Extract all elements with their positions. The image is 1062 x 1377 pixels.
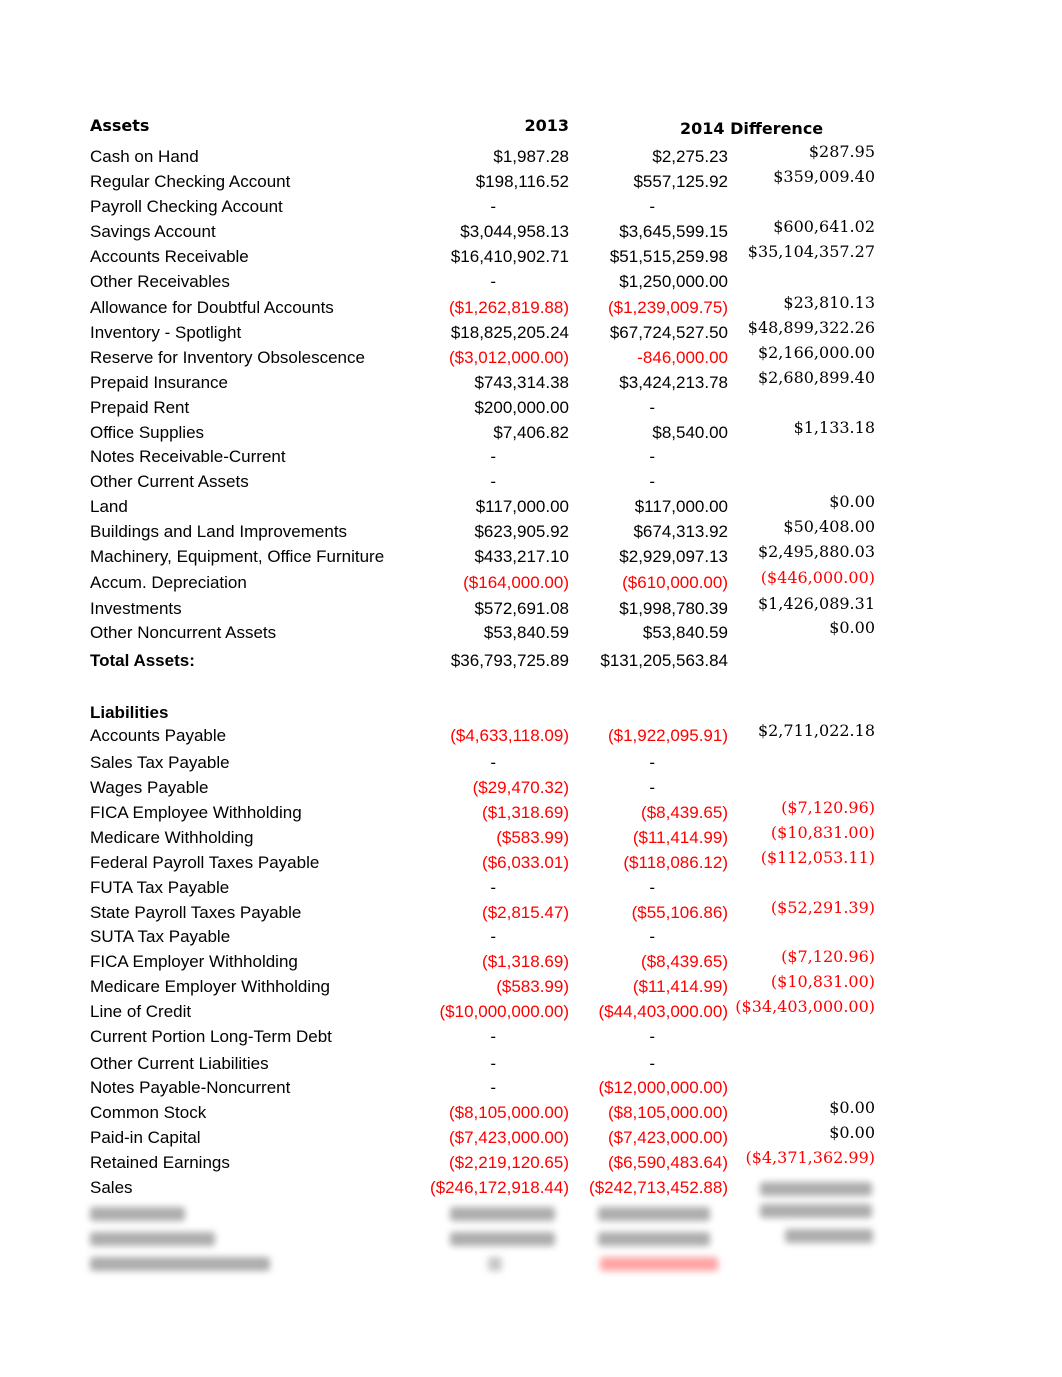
blurred-label	[90, 1257, 270, 1271]
value-2013: -	[490, 1078, 496, 1097]
table-row	[0, 447, 1062, 472]
row-label: Reserve for Inventory Obsolescence	[90, 348, 365, 367]
row-label: SUTA Tax Payable	[90, 927, 231, 946]
value-2014: ($8,105,000.00)	[607, 1103, 728, 1122]
year-2014-difference-header: 2014 Difference	[680, 119, 824, 138]
row-label: Notes Payable-Noncurrent	[90, 1078, 291, 1097]
value-difference: ($52,291.39)	[770, 898, 875, 917]
value-2014: ($44,403,000.00)	[598, 1002, 728, 1021]
value-2013: ($583.99)	[496, 977, 569, 996]
table-row	[0, 898, 1062, 928]
value-2014: $3,645,599.15	[619, 222, 728, 241]
value-difference: $287.95	[808, 142, 875, 161]
assets-header: Assets	[90, 116, 150, 135]
value-2014: $67,724,527.50	[609, 323, 728, 342]
value-difference: $1,426,089.31	[757, 594, 875, 613]
value-2014: ($610,000.00)	[622, 573, 728, 592]
table-row	[0, 1178, 1062, 1203]
value-difference: $48,899,322.26	[747, 318, 875, 337]
table-row	[0, 798, 1062, 828]
value-2013: ($1,318.69)	[482, 952, 569, 971]
table-row	[0, 997, 1062, 1027]
row-label: Medicare Withholding	[90, 828, 254, 847]
table-row	[0, 293, 1062, 323]
row-label: Buildings and Land Improvements	[90, 522, 348, 541]
row-label: Other Current Liabilities	[90, 1054, 269, 1073]
value-2013: -	[490, 878, 496, 897]
value-2014: $2,275.23	[652, 147, 728, 166]
table-row	[0, 848, 1062, 878]
value-2014: ($7,423,000.00)	[607, 1128, 728, 1147]
row-label: Land	[90, 497, 128, 516]
row-label: FUTA Tax Payable	[90, 878, 230, 897]
value-2013: ($6,033.01)	[482, 853, 569, 872]
table-row	[0, 721, 1062, 751]
row-label: Other Noncurrent Assets	[90, 623, 277, 642]
table-row	[0, 1078, 1062, 1103]
value-2013: -	[490, 447, 496, 466]
table-row	[0, 472, 1062, 497]
value-difference: $2,711,022.18	[757, 721, 875, 740]
value-2013: ($2,219,120.65)	[448, 1153, 569, 1172]
row-label: Wages Payable	[90, 778, 209, 797]
value-2013: $433,217.10	[474, 547, 569, 566]
value-difference: ($7,120.96)	[781, 947, 875, 966]
value-2013: $7,406.82	[493, 423, 569, 442]
table-row	[0, 823, 1062, 853]
value-2013: ($29,470.32)	[472, 778, 569, 797]
table-row	[0, 1148, 1062, 1178]
value-2014: $53,840.59	[642, 623, 728, 642]
table-row	[0, 197, 1062, 222]
value-difference: $359,009.40	[773, 167, 875, 186]
table-row	[0, 778, 1062, 803]
value-2014: ($1,239,009.75)	[607, 298, 728, 317]
value-difference: ($34,403,000.00)	[735, 997, 875, 1016]
row-label: Notes Receivable-Current	[90, 447, 286, 466]
table-row	[0, 167, 1062, 197]
value-2014: ($1,922,095.91)	[607, 726, 728, 745]
value-2014: -	[649, 472, 655, 491]
total-assets-label: Total Assets:	[90, 651, 195, 670]
blurred-value	[600, 1257, 718, 1271]
row-label: Machinery, Equipment, Office Furniture	[90, 547, 385, 566]
blurred-label	[90, 1207, 185, 1221]
row-label: Accum. Depreciation	[90, 573, 247, 592]
value-2013: $18,825,205.24	[450, 323, 569, 342]
value-difference: $1,133.18	[793, 418, 875, 437]
row-label: Inventory - Spotlight	[90, 323, 242, 342]
value-2013: ($2,815.47)	[482, 903, 569, 922]
table-row	[0, 242, 1062, 272]
value-2013: ($3,012,000.00)	[448, 348, 569, 367]
table-row	[0, 972, 1062, 1002]
table-row	[0, 1123, 1062, 1153]
table-row	[0, 1054, 1062, 1079]
value-difference: ($10,831.00)	[770, 823, 875, 842]
value-2013: ($1,262,819.88)	[448, 298, 569, 317]
blurred-value	[598, 1232, 710, 1246]
value-2013: $743,314.38	[474, 373, 569, 392]
value-2013: ($4,633,118.09)	[450, 726, 569, 745]
value-2014: -	[649, 753, 655, 772]
row-label: Retained Earnings	[90, 1153, 230, 1172]
row-label: Prepaid Insurance	[90, 373, 228, 392]
value-2014: $3,424,213.78	[619, 373, 728, 392]
table-row	[0, 1027, 1062, 1052]
value-difference: $0.00	[829, 1123, 875, 1142]
value-2013: -	[490, 753, 496, 772]
table-row	[0, 418, 1062, 448]
value-2014: -	[649, 398, 655, 417]
row-label: Common Stock	[90, 1103, 207, 1122]
value-2014: $117,000.00	[634, 497, 728, 516]
table-row	[0, 272, 1062, 297]
row-label: Office Supplies	[90, 423, 205, 442]
value-2013: -	[490, 472, 496, 491]
row-label: Payroll Checking Account	[90, 197, 283, 216]
table-row	[0, 368, 1062, 398]
row-label: Accounts Receivable	[90, 247, 249, 266]
blurred-label	[90, 1232, 215, 1246]
value-difference: $0.00	[829, 618, 875, 637]
table-row	[0, 542, 1062, 572]
row-label: Accounts Payable	[90, 726, 227, 745]
value-difference: ($7,120.96)	[781, 798, 875, 817]
row-label: Prepaid Rent	[90, 398, 190, 417]
value-2014: $8,540.00	[652, 423, 728, 442]
value-2014: -	[649, 927, 655, 946]
value-2013: -	[490, 927, 496, 946]
value-2014: -846,000.00	[637, 348, 728, 367]
value-2013: ($583.99)	[496, 828, 569, 847]
value-2014: -	[649, 447, 655, 466]
value-2013: $200,000.00	[474, 398, 569, 417]
row-label: Line of Credit	[90, 1002, 192, 1021]
liabilities-heading-row	[0, 703, 1062, 728]
value-2014: $1,998,780.39	[619, 599, 728, 618]
table-row	[0, 1098, 1062, 1128]
table-row	[0, 398, 1062, 423]
value-2013: -	[490, 197, 496, 216]
row-label: Current Portion Long-Term Debt	[90, 1027, 332, 1046]
table-row	[0, 142, 1062, 172]
table-row	[0, 947, 1062, 977]
value-2014: $674,313.92	[633, 522, 728, 541]
blurred-value	[488, 1257, 502, 1271]
value-difference: $0.00	[829, 492, 875, 511]
value-difference: ($446,000.00)	[760, 568, 875, 587]
year-2013-header: 2013	[524, 116, 569, 135]
blurred-value	[785, 1229, 873, 1243]
row-label: Cash on Hand	[90, 147, 199, 166]
row-label: Regular Checking Account	[90, 172, 291, 191]
blurred-value	[598, 1207, 710, 1221]
value-2013: -	[490, 272, 496, 291]
value-2013: $198,116.52	[475, 172, 569, 191]
value-difference: $35,104,357.27	[747, 242, 875, 261]
table-row	[0, 517, 1062, 547]
table-row	[0, 568, 1062, 598]
row-label: Sales Tax Payable	[90, 753, 230, 772]
table-row	[0, 594, 1062, 624]
blurred-value	[760, 1182, 872, 1196]
total-assets-2014: $131,205,563.84	[600, 651, 728, 670]
value-2014: $2,929,097.13	[619, 547, 728, 566]
blurred-value	[760, 1204, 872, 1218]
value-2014: ($8,439.65)	[641, 952, 728, 971]
row-label: Medicare Employer Withholding	[90, 977, 330, 996]
table-row	[0, 492, 1062, 522]
value-2013: -	[490, 1054, 496, 1073]
table-row	[0, 927, 1062, 952]
row-label: State Payroll Taxes Payable	[90, 903, 302, 922]
value-2014: ($55,106.86)	[631, 903, 728, 922]
liabilities-heading: Liabilities	[90, 703, 169, 722]
row-label: Sales	[90, 1178, 133, 1197]
value-2014: ($12,000,000.00)	[598, 1078, 728, 1097]
value-difference: ($112,053.11)	[760, 848, 875, 867]
value-difference: $0.00	[829, 1098, 875, 1117]
value-2013: $572,691.08	[474, 599, 569, 618]
total-assets-2013: $36,793,725.89	[450, 651, 569, 670]
value-2014: $1,250,000.00	[619, 272, 728, 291]
value-2013: ($1,318.69)	[482, 803, 569, 822]
blurred-value	[450, 1232, 555, 1246]
value-2014: ($6,590,483.64)	[607, 1153, 728, 1172]
value-2013: ($10,000,000.00)	[439, 1002, 569, 1021]
row-label: Savings Account	[90, 222, 216, 241]
value-difference: $23,810.13	[783, 293, 875, 312]
value-difference: ($10,831.00)	[770, 972, 875, 991]
value-2013: ($8,105,000.00)	[448, 1103, 569, 1122]
value-2013: $16,410,902.71	[450, 247, 569, 266]
value-2013: ($246,172,918.44)	[430, 1178, 569, 1197]
blurred-value	[450, 1207, 555, 1221]
value-2014: ($242,713,452.88)	[589, 1178, 728, 1197]
value-2014: ($11,414.99)	[632, 828, 728, 847]
value-2014: ($8,439.65)	[641, 803, 728, 822]
value-2014: $557,125.92	[633, 172, 728, 191]
value-2013: $3,044,958.13	[460, 222, 569, 241]
table-row	[0, 878, 1062, 903]
value-difference: $50,408.00	[783, 517, 875, 536]
value-2014: -	[649, 778, 655, 797]
value-2014: ($11,414.99)	[632, 977, 728, 996]
value-2013: ($7,423,000.00)	[448, 1128, 569, 1147]
value-2013: $623,905.92	[474, 522, 569, 541]
value-2014: $51,515,259.98	[609, 247, 728, 266]
value-2013: $117,000.00	[475, 497, 569, 516]
value-2014: -	[649, 197, 655, 216]
value-2013: $53,840.59	[483, 623, 569, 642]
table-row	[0, 343, 1062, 373]
value-difference: $2,495,880.03	[757, 542, 875, 561]
row-label: Allowance for Doubtful Accounts	[90, 298, 334, 317]
value-2014: -	[649, 878, 655, 897]
value-2014: ($118,086.12)	[623, 853, 728, 872]
row-label: Paid-in Capital	[90, 1128, 201, 1147]
value-difference: ($4,371,362.99)	[745, 1148, 875, 1167]
value-2013: $1,987.28	[493, 147, 569, 166]
table-row	[0, 318, 1062, 348]
value-difference: $2,166,000.00	[757, 343, 875, 362]
table-row	[0, 217, 1062, 247]
value-2013: -	[490, 1027, 496, 1046]
row-label: Other Receivables	[90, 272, 230, 291]
value-difference: $600,641.02	[773, 217, 875, 236]
table-row	[0, 753, 1062, 778]
row-label: FICA Employee Withholding	[90, 803, 302, 822]
row-label: Federal Payroll Taxes Payable	[90, 853, 320, 872]
row-label: Investments	[90, 599, 182, 618]
table-row	[0, 618, 1062, 648]
value-2014: -	[649, 1054, 655, 1073]
total-assets-row	[0, 651, 1062, 676]
value-2014: -	[649, 1027, 655, 1046]
value-2013: ($164,000.00)	[463, 573, 569, 592]
row-label: Other Current Assets	[90, 472, 249, 491]
row-label: FICA Employer Withholding	[90, 952, 298, 971]
value-difference: $2,680,899.40	[757, 368, 875, 387]
